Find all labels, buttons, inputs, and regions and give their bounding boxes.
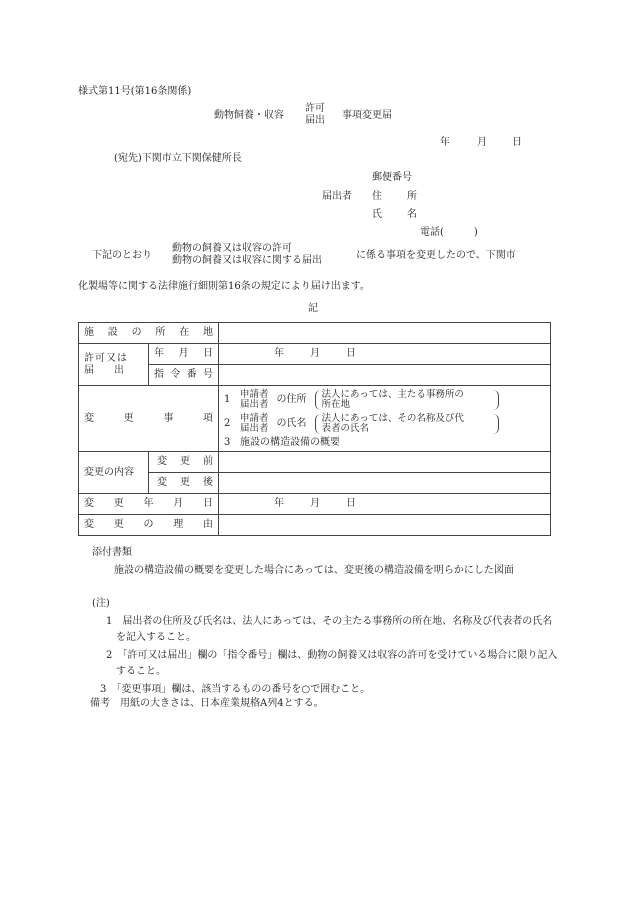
change-content-label: 変更の内容: [79, 452, 149, 494]
intro-options: [172, 243, 322, 267]
title-option-permit: 許可: [305, 103, 325, 114]
after-field[interactable]: [219, 473, 551, 494]
change-date-field[interactable]: 年 月 日: [219, 494, 551, 515]
intro-lead: 下記のとおり: [92, 250, 152, 261]
attachments-body: 施設の構造設備の概要を変更した場合にあっては、変更後の構造設備を明らかにした図面: [114, 565, 514, 576]
change-form-table: [78, 322, 551, 536]
title-options: [305, 103, 325, 126]
form-number: 様式第11号(第16条関係): [78, 86, 192, 97]
applicant-label: 届出者: [322, 191, 352, 202]
change-items-list: [219, 386, 551, 452]
title-suffix: 事項変更届: [342, 110, 392, 121]
postal-code-label: 郵便番号: [372, 172, 412, 183]
phone-label: 電話( ): [420, 227, 478, 238]
row-change-items: [79, 386, 551, 452]
intro-option-permit: 動物の飼養又は収容の許可: [172, 243, 292, 254]
date-day: 日: [512, 137, 522, 148]
permit-number-field[interactable]: [219, 365, 551, 386]
address-label: 住 所: [372, 191, 417, 202]
intro-option-notify: 動物の飼養又は収容に関する届出: [172, 255, 322, 266]
row-permit-number: [79, 365, 551, 386]
change-item-3[interactable]: 3 施設の構造設備の概要: [224, 436, 340, 448]
date-month: 月: [477, 137, 487, 148]
before-field[interactable]: [219, 452, 551, 473]
note-1: 1 届出者の住所及び氏名は、法人にあっては、その主たる事務所の所在地、名称及び代表者の氏名を記入すること。: [106, 616, 553, 643]
row-content-before: [79, 452, 551, 473]
row-change-date: [79, 494, 551, 515]
title-prefix: 動物飼養・収容: [214, 110, 284, 121]
remark: 備考 用紙の大きさは、日本産業規格A列4とする。: [90, 698, 324, 709]
row-permit-date: [79, 344, 551, 365]
permit-number-label: 指 令 番 号: [149, 365, 219, 386]
facility-location-label: 施 設 の 所 在 地: [79, 323, 219, 344]
title-option-notify: 届出: [305, 114, 325, 126]
permit-date-field[interactable]: 年 月 日: [219, 344, 551, 365]
name-label: 氏 名: [372, 209, 417, 220]
after-label: 変 更 後: [149, 473, 219, 494]
permit-or-notify-label: 許可又は 届 出: [79, 344, 149, 386]
permit-date-label: 年 月 日: [149, 344, 219, 365]
before-label: 変 更 前: [149, 452, 219, 473]
ki-heading: 記: [308, 303, 318, 314]
attachments-title: 添付書類: [92, 547, 132, 558]
change-item-2[interactable]: 2 申請者 届出者 の氏名 法人にあっては、その名称及び代 表者の氏名: [224, 412, 545, 436]
row-facility-location: [79, 323, 551, 344]
change-item-1[interactable]: 1 申請者 届出者 の住所 法人にあっては、主たる事務所の 所在地: [224, 388, 545, 412]
intro-line2: 化製場等に関する法律施行細則第16条の規定により届け出ます。: [78, 281, 370, 292]
addressee: (宛先)下関市立下関保健所長: [114, 153, 242, 164]
date-year: 年: [440, 137, 450, 148]
intro-tail: に係る事項を変更したので、下関市: [356, 250, 516, 261]
change-date-label: 変 更 年 月 日: [79, 494, 219, 515]
notes-title: (注): [92, 598, 110, 609]
facility-location-field[interactable]: [219, 323, 551, 344]
change-items-label: 変 更 事 項: [79, 386, 219, 452]
reason-label: 変 更 の 理 由: [79, 515, 219, 536]
note-2: 2 「許可又は届出」欄の「指令番号」欄は、動物の飼養又は収容の許可を受けている場合に限り記入すること。: [106, 650, 558, 677]
row-content-after: [79, 473, 551, 494]
note-3: 3 「変更事項」欄は、該当するものの番号を○で囲むこと。: [100, 684, 371, 695]
reason-field[interactable]: [219, 515, 551, 536]
row-reason: [79, 515, 551, 536]
